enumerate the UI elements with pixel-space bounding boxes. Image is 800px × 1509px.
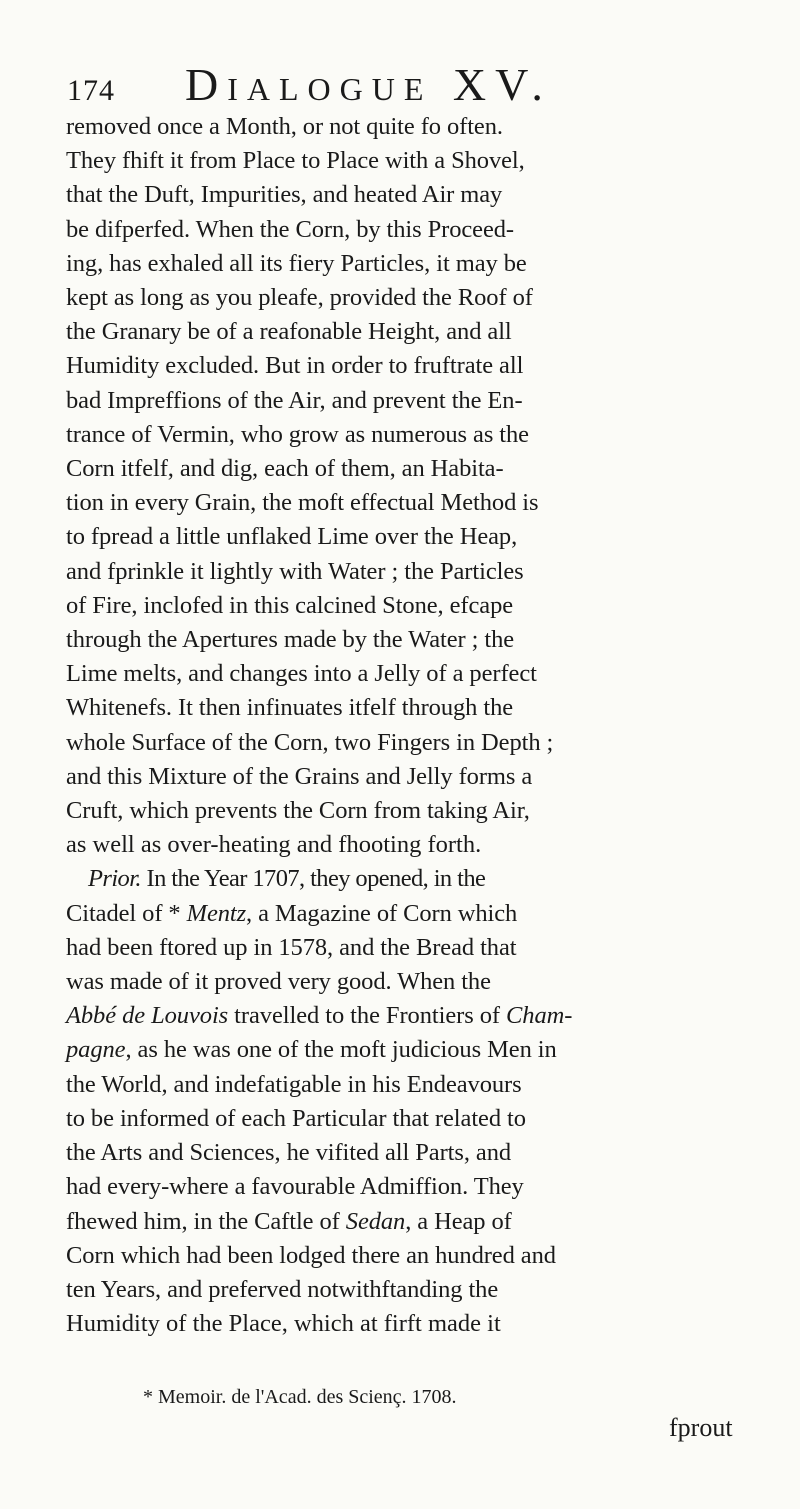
- text-line: tion in every Grain, the moft effectual Method is: [66, 489, 539, 517]
- text-line: and fprinkle it lightly with Water ; the Particles: [66, 557, 524, 585]
- book-page: [60, 58, 760, 1341]
- text-line: Corn which had been lodged there an hundred and: [66, 1241, 556, 1269]
- catchword: fprout: [669, 1413, 733, 1442]
- text-line: Citadel of * Mentz, a Magazine of Corn which: [66, 899, 518, 927]
- text-line: to fpread a little unflaked Lime over the Heap,: [66, 523, 518, 551]
- text-line: the Granary be of a reafonable Height, and all: [66, 318, 512, 346]
- text-line: had been ftored up in 1578, and the Bread that: [66, 933, 517, 961]
- text-line: ing, has exhaled all its fiery Particles, it may be: [66, 249, 527, 277]
- text-line: removed once a Month, or not quite fo often.: [66, 113, 503, 140]
- text-line: Abbé de Louvois travelled to the Frontiers of Cham-: [66, 1002, 573, 1030]
- text-line: ten Years, and preferved notwithftanding the: [66, 1275, 499, 1303]
- text-line: the Arts and Sciences, he vifited all Parts, and: [66, 1139, 512, 1167]
- text-line: Lime melts, and changes into a Jelly of a perfect: [66, 660, 537, 688]
- text-line: Humidity of the Place, which at firft made it: [66, 1310, 501, 1338]
- text-line: fhewed him, in the Caftle of Sedan, a Heap of: [66, 1207, 512, 1235]
- text-line: They fhift it from Place to Place with a Shovel,: [66, 147, 525, 175]
- text-line: and this Mixture of the Grains and Jelly forms a: [66, 762, 533, 790]
- text-line: kept as long as you pleafe, provided the Roof of: [66, 284, 533, 312]
- person-name: Abbé de Louvois: [66, 1002, 229, 1030]
- text-line: Corn itfelf, and dig, each of them, an Habita-: [66, 455, 504, 483]
- place-name: Cham-: [506, 1002, 573, 1030]
- body-text: [60, 110, 760, 1341]
- text-line: through the Apertures made by the Water ; the: [66, 626, 515, 654]
- text-line: Humidity excluded. But in order to fruftrate all: [66, 352, 524, 380]
- place-name: Mentz: [186, 899, 247, 927]
- place-name: pagne: [66, 1036, 126, 1064]
- text-line: Cruft, which prevents the Corn from taking Air,: [66, 797, 530, 825]
- text-line: whole Surface of the Corn, two Fingers in Depth ;: [66, 728, 554, 756]
- text-line: was made of it proved very good. When the: [66, 968, 491, 996]
- text-line: that the Duft, Impurities, and heated Air may: [66, 181, 503, 209]
- text-line: the World, and indefatigable in his Endeavours: [66, 1070, 522, 1098]
- text-line: be difperfed. When the Corn, by this Proceed-: [66, 215, 514, 243]
- page-number: 174: [67, 74, 115, 107]
- footnote: * Memoir. de l'Acad. des Scienç. 1708.: [143, 1386, 457, 1408]
- text-line: as well as over-heating and fhooting forth.: [66, 831, 482, 859]
- text-line: Whitenefs. It then infinuates itfelf through the: [66, 694, 514, 722]
- text-line: of Fire, inclofed in this calcined Stone, efcape: [66, 591, 514, 619]
- running-head: Dialogue XV.: [185, 59, 552, 110]
- text-line: bad Impreffions of the Air, and prevent the En-: [66, 386, 523, 414]
- text-line: trance of Vermin, who grow as numerous as the: [66, 420, 529, 448]
- text-line: had every-where a favourable Admiffion. They: [66, 1173, 524, 1201]
- place-name: Sedan: [345, 1207, 406, 1235]
- text-line: pagne, as he was one of the moft judicious Men in: [66, 1036, 557, 1064]
- text-line: Prior. In the Year 1707, they opened, in the: [88, 865, 486, 893]
- page-header: [67, 58, 760, 110]
- text-line: to be informed of each Particular that related to: [66, 1104, 526, 1132]
- speaker-name: Prior.: [88, 865, 141, 893]
